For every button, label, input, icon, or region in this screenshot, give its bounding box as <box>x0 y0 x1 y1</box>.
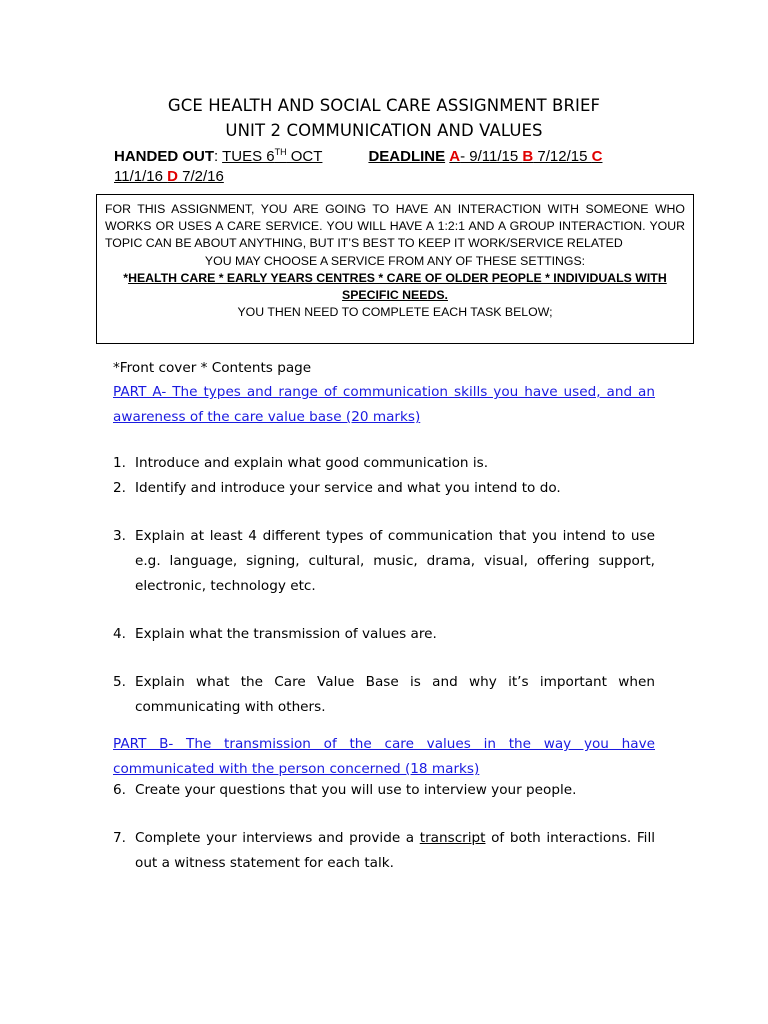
task-item: 7. Complete your interviews and provide a transcript of both interactions. Fill out a witness statement for each talk. <box>113 830 656 871</box>
task-item: 4. Explain what the transmission of values are. <box>113 626 437 642</box>
task-item: 3. Explain at least 4 different types of communication that you intend to use e.g. language, signing, cultural, music, drama, visual, offering support, electronic, technology etc. <box>113 528 655 594</box>
instructions-paragraph: FOR THIS ASSIGNMENT, YOU ARE GOING TO HAVE AN INTERACTION WITH SOMEONE WHO WORKS OR USES A CARE SERVICE. YOU WILL HAVE A 1:2:1 AND A GROUP INTERACTION. YOUR TOPIC CAN BE ABOUT ANYTHING, BUT IT’S BEST TO KEEP IT WORK/SERVICE RELATED <box>105 202 685 251</box>
deadline-label: DEADLINE <box>368 148 446 165</box>
task-item: 2. Identify and introduce your service and what you intend to do. <box>113 480 561 496</box>
task-item: 6. Create your questions that you will use to interview your people. <box>113 782 577 798</box>
instructions-box <box>96 194 694 344</box>
choose-service-line: YOU MAY CHOOSE A SERVICE FROM ANY OF THESE SETTINGS: <box>204 253 586 268</box>
complete-tasks-line: YOU THEN NEED TO COMPLETE EACH TASK BELOW; <box>237 305 553 320</box>
part-b-heading: PART B- The transmission of the care values in the way you have communicated with the person concerned (18 marks) <box>113 736 655 777</box>
task-item: 1. Introduce and explain what good communication is. <box>113 455 489 471</box>
front-cover-line: *Front cover * Contents page <box>113 360 312 376</box>
part-a-heading: PART A- The types and range of communication skills you have used, and an awareness of the care value base (20 marks) <box>113 384 655 425</box>
part-a-tasks <box>113 451 655 720</box>
deadline-dates: A- 9/11/15 B 7/12/15 C <box>449 148 603 165</box>
dates-line: HANDED OUT: TUES 6TH OCT DEADLINE A- 9/11/15 B 7/12/15 C 11/1/16 D 7/2/16 <box>114 147 603 185</box>
assignment-title: GCE HEALTH AND SOCIAL CARE ASSIGNMENT BRIEF <box>167 96 601 115</box>
handed-out-date: TUES 6TH OCT <box>222 147 323 165</box>
task-item: 5. Explain what the Care Value Base is and why it’s important when communicating with others. <box>113 674 655 715</box>
transcript-word: transcript <box>419 830 486 846</box>
part-b-tasks <box>113 778 655 876</box>
settings-line: *HEALTH CARE * EARLY YEARS CENTRES * CARE OF OLDER PEOPLE * INDIVIDUALS WITH SPECIFIC NEEDS. <box>123 270 667 303</box>
deadline-dates-cont: 11/1/16 D 7/2/16 <box>114 168 224 185</box>
unit-title: UNIT 2 COMMUNICATION AND VALUES <box>225 121 543 140</box>
handed-out-label: HANDED OUT <box>114 148 214 165</box>
